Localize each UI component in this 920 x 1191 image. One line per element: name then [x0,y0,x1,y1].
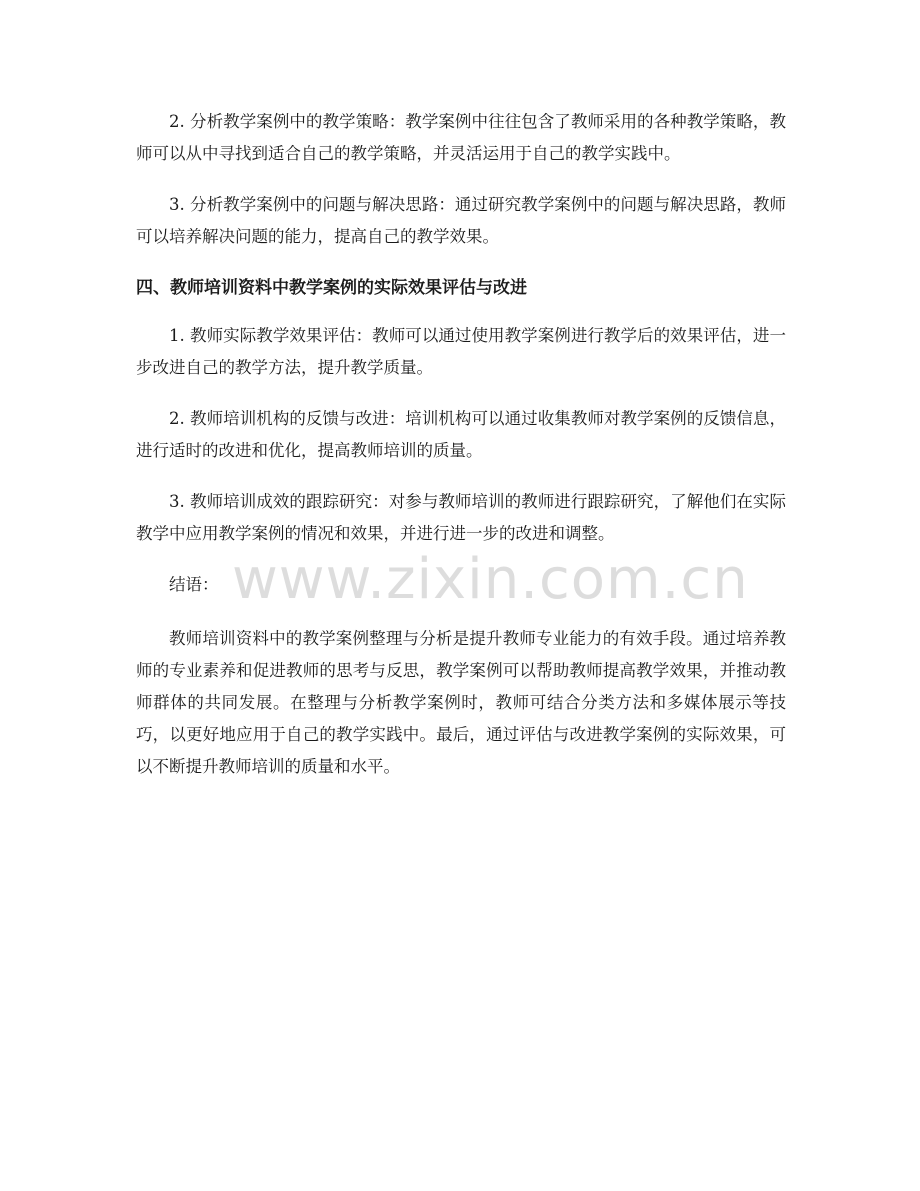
watermark-text: www.zixin.com.cn [232,547,749,612]
section-heading: 四、教师培训资料中教学案例的实际效果评估与改进 [136,278,527,298]
closing-paragraph: 教师培训资料中的教学案例整理与分析是提升教师专业能力的有效手段。通过培养教师的专业素养和促进教师的思考与反思，教学案例可以帮助教师提高教学效果，并推动教师群体的共同发展。在整理与分析教学案例时，教师可结合分类方法和多媒体展示等技巧，以更好地应用于自己的教学实践中。最后，通过评估与改进教学案例的实际效果，可以不断提升教师培训的质量和水平。 [136,629,786,776]
list-item-effect-evaluation: 1. 教师实际教学效果评估：教师可以通过使用教学案例进行教学后的效果评估，进一步改进自己的教学方法，提升教学质量。 [136,326,786,377]
paragraph-problem-solving: 3. 分析教学案例中的问题与解决思路：通过研究教学案例中的问题与解决思路，教师可以培养解决问题的能力，提高自己的教学效果。 [136,195,786,246]
list-item-feedback-improvement: 2. 教师培训机构的反馈与改进：培训机构可以通过收集教师对教学案例的反馈信息，进行适时的改进和优化，提高教师培训的质量。 [136,409,786,460]
document-body [136,106,786,802]
list-item-tracking-research: 3. 教师培训成效的跟踪研究：对参与教师培训的教师进行跟踪研究，了解他们在实际教学中应用教学案例的情况和效果，并进行进一步的改进和调整。 [136,492,786,543]
paragraph-strategy: 2. 分析教学案例中的教学策略：教学案例中往往包含了教师采用的各种教学策略，教师可以从中寻找到适合自己的教学策略，并灵活运用于自己的教学实践中。 [136,112,786,163]
closing-label: 结语： [169,575,219,594]
